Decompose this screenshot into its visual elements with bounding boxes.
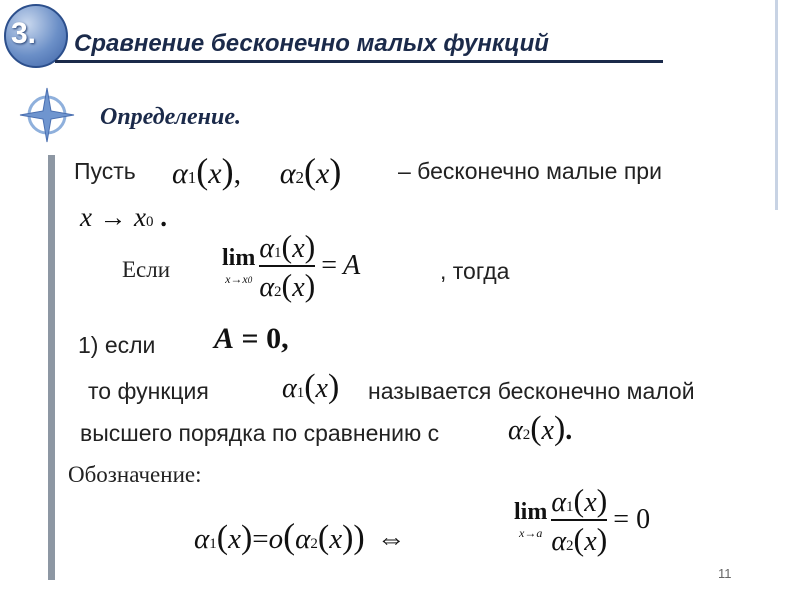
slide-number: 3. [11,17,37,50]
page-number: 11 [718,566,732,581]
alpha2-formula: α2(x). [508,410,573,447]
four-point-star-icon [18,86,76,144]
little-o-notation-formula: α1(x)=o(α2(x)) ⇔ [194,516,406,556]
then-function-text: то функция [88,378,209,404]
higher-order-text: высшего порядка по сравнению с [80,420,440,446]
limit-zero-formula: lim x→a $\frac{\alpha 1(x)}{\alpha 2(x)}$ = 0 [514,482,651,557]
right-decor-bar [775,0,778,210]
notation-label: Обозначение: [68,462,202,487]
alpha-functions-formula: α1(x), α2(x) [172,151,342,191]
case-1-label: 1) если [78,332,156,358]
title-underline [55,60,663,63]
then-word: , тогда [440,258,510,284]
limit-point-formula: x → x0 . [80,202,167,232]
alpha1-formula: α1(x) [282,368,340,405]
slide-title: Сравнение бесконечно малых функций [74,30,549,57]
infinitesimal-text: – бесконечно малые при [398,158,662,184]
left-decor-bar [48,155,55,580]
a-equals-zero-formula: A = 0, [214,322,289,355]
let-word: Пусть [74,158,136,184]
limit-ratio-formula: lim x→x0 $\frac{\alpha 1(x)}{\alpha 2(x)}$ = A [222,228,361,303]
definition-heading: Определение. [100,104,241,130]
called-text: называется бесконечно малой [368,378,695,404]
if-word: Если [122,257,171,282]
